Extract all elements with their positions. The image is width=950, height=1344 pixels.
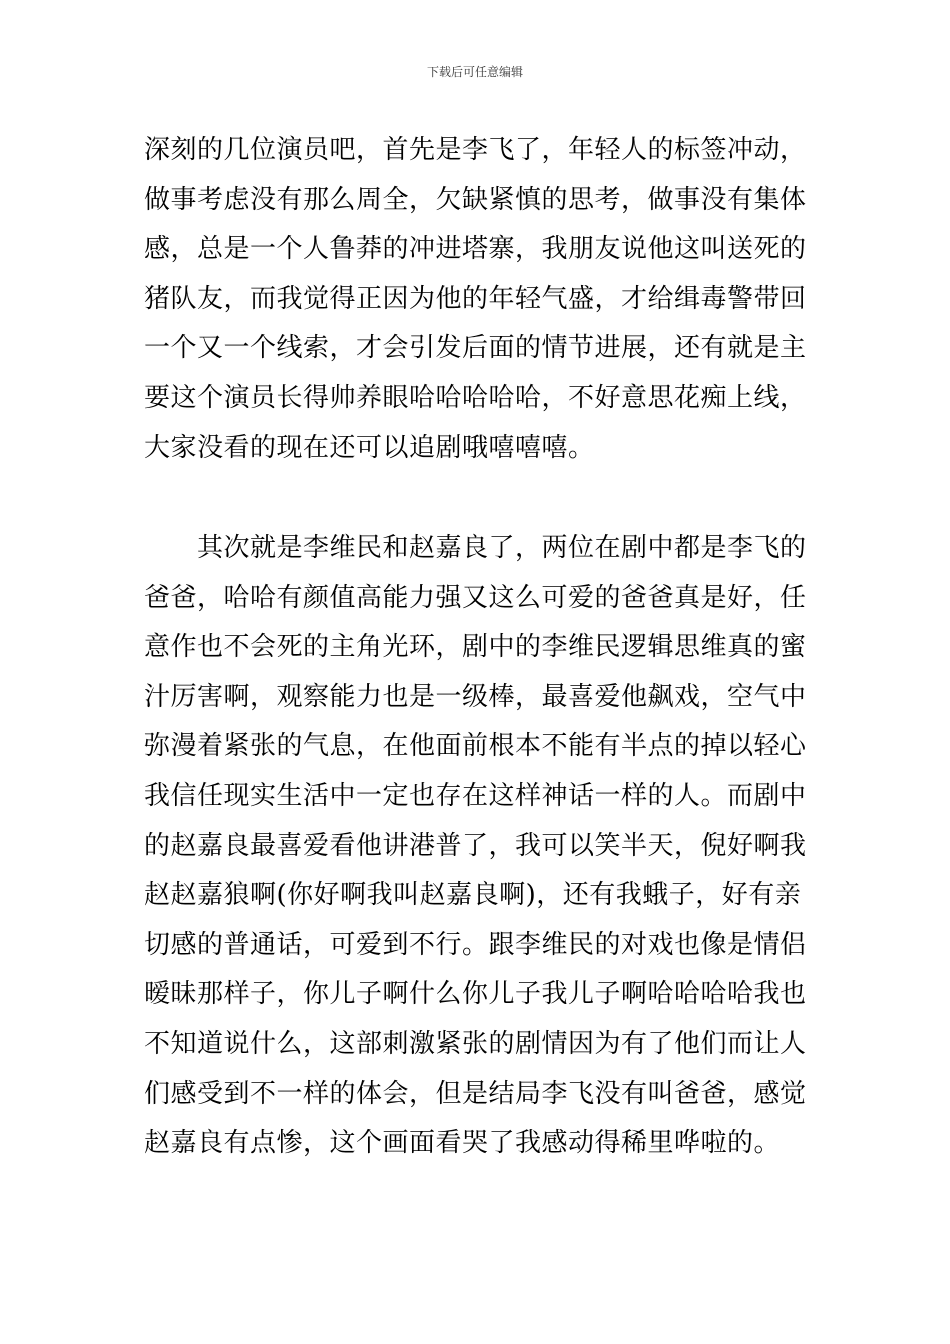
paragraph-2: [144, 524, 808, 1169]
text-line: 其次就是李维民和赵嘉良了，两位在剧中都是李飞的: [144, 533, 807, 563]
text-line: 赵赵嘉狼啊(你好啊我叫赵嘉良啊)，还有我蛾子，好有亲: [144, 880, 802, 911]
text-line: 大家没看的现在还可以追剧哦嘻嘻嘻。: [144, 432, 595, 463]
text-line: 做事考虑没有那么周全，欠缺紧慎的思考，做事没有集体: [144, 184, 807, 215]
text-line: 弥漫着紧张的气息，在他面前根本不能有半点的掉以轻心: [144, 731, 807, 762]
text-line: 感，总是一个人鲁莽的冲进塔寨，我朋友说他这叫送死的: [144, 234, 807, 265]
paragraph-1: [144, 126, 808, 473]
text-line: 爸爸，哈哈有颜值高能力强又这么可爱的爸爸真是好，任: [144, 582, 807, 613]
text-line: 的赵嘉良最喜爱看他讲港普了，我可以笑半天，倪好啊我: [144, 830, 807, 861]
text-line: 猪队友，而我觉得正因为他的年轻气盛，才给缉毒警带回: [144, 283, 807, 314]
text-line: 切感的普通话，可爱到不行。跟李维民的对戏也像是情侣: [144, 929, 807, 960]
text-line: 意作也不会死的主角光环，剧中的李维民逻辑思维真的蜜: [144, 632, 807, 663]
text-line: 一个又一个线索，才会引发后面的情节进展，还有就是主: [144, 333, 807, 364]
text-line: 我信任现实生活中一定也存在这样神话一样的人。而剧中: [144, 780, 807, 811]
text-line: 赵嘉良有点惨，这个画面看哭了我感动得稀里哗啦的。: [144, 1128, 781, 1159]
text-line: 不知道说什么，这部刺激紧张的剧情因为有了他们而让人: [144, 1028, 807, 1059]
text-line: 们感受到不一样的体会，但是结局李飞没有叫爸爸，感觉: [144, 1078, 807, 1109]
text-line: 暧昧那样子，你儿子啊什么你儿子我儿子啊哈哈哈哈我也: [144, 979, 807, 1010]
text-line: 要这个演员长得帅养眼哈哈哈哈哈，不好意思花痴上线，: [144, 382, 807, 413]
text-line: 深刻的几位演员吧，首先是李飞了，年轻人的标签冲动，: [144, 135, 807, 165]
page-header: 下载后可任意编辑: [426, 65, 523, 79]
text-line: 汁厉害啊，观察能力也是一级棒，最喜爱他飙戏，空气中: [144, 681, 807, 712]
